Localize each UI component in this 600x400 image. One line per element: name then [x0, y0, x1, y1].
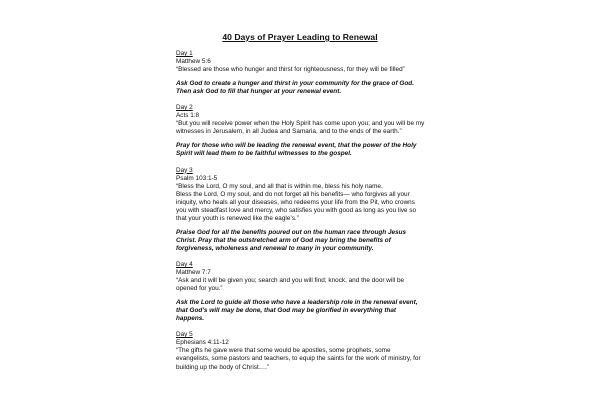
day-label: Day 4	[176, 260, 193, 268]
verse-line: “The gifts he gave were that some would be apostles, some prophets, some	[176, 347, 391, 355]
prayer-line: Spirit will lead them to be faithful witnesses to the gospel.	[176, 150, 352, 158]
prayer-line: happens.	[176, 315, 205, 323]
verse-line: you with steadfast love and mercy, who satisfies you with good as long as you live so	[176, 206, 417, 214]
day-entry-2	[176, 104, 476, 158]
scripture-reference: Ephesians 4:11-12	[176, 339, 229, 347]
scripture-reference: Matthew 5:6	[176, 58, 211, 66]
verse-line: “But you will receive power when the Holy Spirit has come upon you; and you will be my	[176, 120, 425, 128]
prayer-line: that God’s will may be done, that God may be glorified in everything that	[176, 307, 397, 315]
page-title: 40 Days of Prayer Leading to Renewal	[222, 32, 378, 42]
prayer-line: Then ask God to fill that hunger at your renewal event.	[176, 88, 342, 96]
verse-line: evangelists, some pastors and teachers, to equip the saints for the work of ministry, for	[176, 355, 421, 363]
prayer-list	[176, 50, 476, 372]
day-entry-3	[176, 167, 476, 253]
verse-line: “Ask and it will be given you; search and you will find; knock, and the door will be	[176, 277, 405, 285]
prayer-line: Praise God for all the benefits poured out on the human race through Jesus	[176, 228, 407, 236]
scripture-reference: Matthew 7:7	[176, 269, 211, 277]
verse-line: opened for you.”	[176, 285, 223, 293]
verse-line: iniquity, who heals all your diseases, who redeems your life from the Pit, who crowns	[176, 198, 415, 206]
verse-line: building up the body of Christ….”	[176, 363, 270, 371]
day-label: Day 1	[176, 50, 193, 57]
prayer-line: forgiveness, wholeness and renewal to many in your community.	[176, 244, 374, 252]
verse-line: witnesses in Jerusalem, in all Judea and Samaria, and to the ends of the earth.”	[176, 128, 402, 136]
day-entry-5	[176, 331, 476, 371]
scripture-reference: Acts 1:8	[176, 112, 200, 120]
day-entry-1	[176, 50, 476, 96]
prayer-line: Pray for those who will be leading the renewal event, that the power of the Holy	[176, 142, 417, 150]
day-label: Day 5	[176, 331, 193, 339]
day-label: Day 2	[176, 104, 193, 112]
verse-line: Bless the Lord, O my soul, and do not forget all his benefits— who forgives all your	[176, 190, 410, 198]
prayer-line: Ask the Lord to guide all those who have a leadership role in the renewal event,	[176, 299, 418, 307]
verse-line: “Bless the Lord, O my soul, and all that is within me, bless his holy name.	[176, 182, 383, 190]
prayer-line: Christ. Pray that the outstretched arm of God may bring the benefits of	[176, 236, 391, 244]
day-entry-4	[176, 261, 476, 323]
prayer-line: Ask God to create a hunger and thirst in your community for the grace of God.	[176, 80, 414, 88]
verse-line: that your youth is renewed like the eagle’s.”	[176, 214, 299, 222]
verse-line: “Blessed are those who hunger and thirst for righteousness, for they will be filled”	[176, 66, 405, 74]
scripture-reference: Psalm 103:1-5	[176, 174, 218, 182]
day-label: Day 3	[176, 166, 193, 174]
